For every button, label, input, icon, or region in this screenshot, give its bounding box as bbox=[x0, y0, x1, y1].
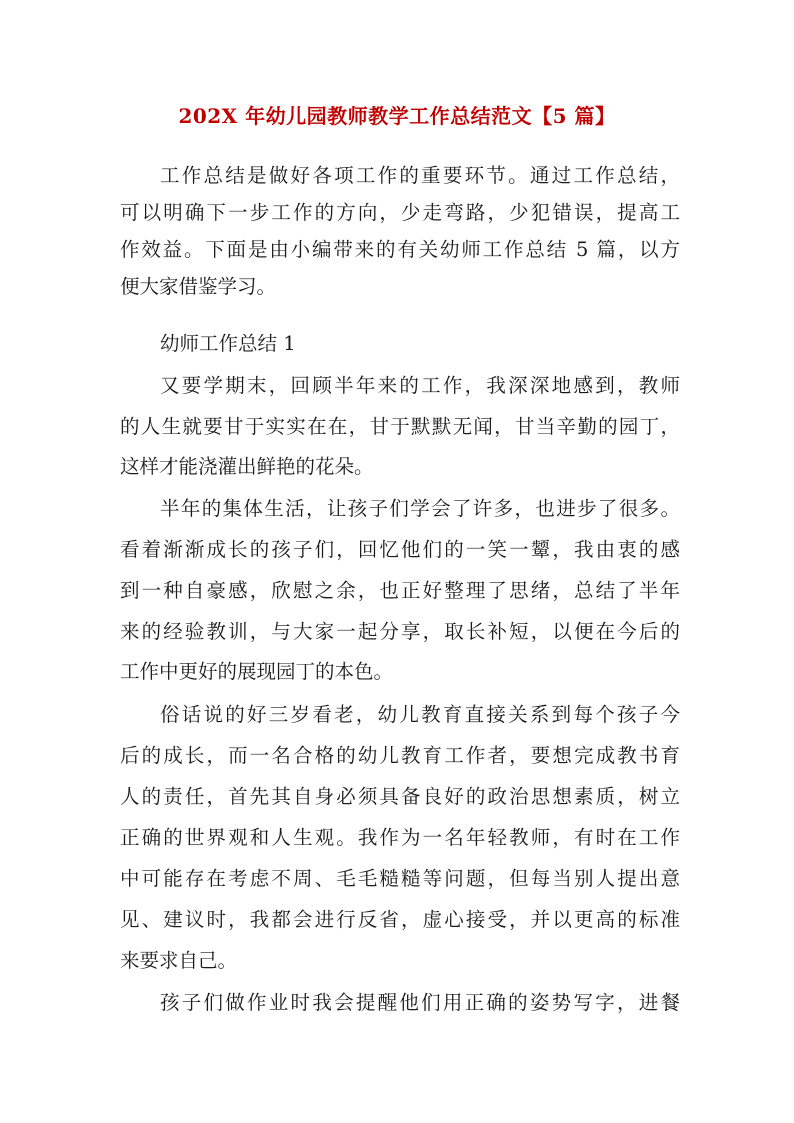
paragraph-line: 正确的世界观和人生观。我作为一名年轻教师，有时在工作 bbox=[120, 826, 680, 849]
paragraph-line: 后的成长，而一名合格的幼儿教育工作者，要想完成教书育 bbox=[120, 744, 680, 767]
paragraph-line: 来的经验教训，与大家一起分享，取长补短，以便在今后的 bbox=[120, 620, 680, 643]
paragraph-line: 便大家借鉴学习。 bbox=[120, 275, 277, 298]
paragraph-line: 的人生就要甘于实实在在，甘于默默无闻，甘当辛勤的园丁， bbox=[120, 415, 680, 438]
paragraph-line: 孩子们做作业时我会提醒他们用正确的姿势写字，进餐 bbox=[160, 991, 680, 1014]
paragraph-line: 半年的集体生活，让孩子们学会了许多，也进步了很多。 bbox=[160, 497, 680, 520]
paragraph-line: 这样才能浇灌出鲜艳的花朵。 bbox=[120, 455, 374, 478]
paragraph-line: 人的责任，首先其自身必须具备良好的政治思想素质，树立 bbox=[120, 785, 680, 808]
document-title: 202X 年幼儿园教师教学工作总结范文【5 篇】 bbox=[178, 104, 616, 128]
paragraph-line: 工作总结是做好各项工作的重要环节。通过工作总结， bbox=[160, 164, 680, 187]
paragraph-line: 作效益。下面是由小编带来的有关幼师工作总结 5 篇，以方 bbox=[120, 238, 680, 261]
paragraph-line: 到一种自豪感，欣慰之余，也正好整理了思绪，总结了半年 bbox=[120, 579, 680, 602]
section-heading: 幼师工作总结 1 bbox=[160, 332, 296, 355]
paragraph-line: 可以明确下一步工作的方向，少走弯路，少犯错误，提高工 bbox=[120, 201, 680, 224]
paragraph-line: 又要学期末，回顾半年来的工作，我深深地感到，教师 bbox=[160, 374, 680, 397]
paragraph-line: 见、建议时，我都会进行反省，虚心接受，并以更高的标准 bbox=[120, 908, 680, 931]
paragraph-line: 俗话说的好三岁看老，幼儿教育直接关系到每个孩子今 bbox=[160, 703, 680, 726]
paragraph-line: 中可能存在考虑不周、毛毛糙糙等问题，但每当别人提出意 bbox=[120, 867, 680, 890]
paragraph-line: 来要求自己。 bbox=[120, 949, 238, 972]
paragraph-line: 工作中更好的展现园丁的本色。 bbox=[120, 660, 394, 683]
paragraph-line: 看着渐渐成长的孩子们，回忆他们的一笑一颦，我由衷的感 bbox=[120, 538, 680, 561]
